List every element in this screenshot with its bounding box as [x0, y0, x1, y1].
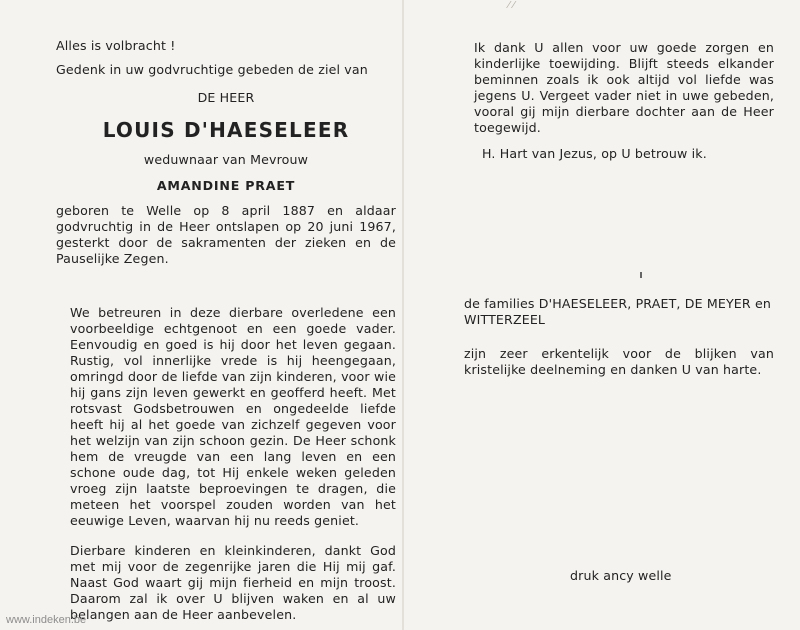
card-fold [402, 0, 404, 630]
farewell-text: Dierbare kinderen en kleinkinderen, dankt God met mij voor de zegenrijke jaren die Hij mij gaf. Naast God waart gij mijn fierheid en mijn troost. Daarom zal ik over U blijven waken en al uw belangen aan de Heer aanbevelen. [70, 543, 396, 622]
honorific: DE HEER [197, 90, 255, 105]
left-page [56, 38, 396, 623]
printer-credit: druk ancy welle [570, 568, 672, 583]
biography: geboren te Welle op 8 april 1887 en aldaar godvruchtig in de Heer ontslapen op 20 juni 1967, gesterkt door de sakramenten der zieken en de Pauselijke Zegen. [56, 203, 396, 266]
pencil-mark-icon: ⁄ ⁄ [508, 0, 515, 11]
prayer-line: H. Hart van Jezus, op U betrouw ik. [482, 146, 707, 161]
wife-name: AMANDINE PRAET [156, 178, 296, 193]
families-text: de families D'HAESELEER, PRAET, DE MEYER en WITTERZEEL [464, 296, 771, 327]
thanks-text: Ik dank U allen voor uw goede zorgen en kinderlijke toewijding. Blijft steeds elkander beminnen zoals ik ook altijd vol liefde was jegens U. Vergeet vader niet in uwe gebeden, vooral gij mijn dierbare dochter aan de Heer toegewijd. [474, 40, 774, 135]
widower-line: weduwnaar van Mevrouw [143, 152, 309, 167]
gratitude-text: zijn zeer erkentelijk voor de blijken van kristelijke deelneming en danken U van harte. [464, 346, 774, 377]
watermark: www.indeken.be [6, 614, 87, 626]
ink-mark [640, 272, 642, 278]
right-page [474, 40, 774, 162]
opening-line: Alles is volbracht ! [56, 38, 176, 53]
deceased-name: LOUIS D'HAESELEER [102, 118, 350, 142]
intro-line: Gedenk in uw godvruchtige gebeden de ziel van [56, 62, 368, 77]
eulogy-text: We betreuren in deze dierbare overledene een voorbeeldige echtgenoot en een goede vader. Eenvoudig en goed is hij door het leven gegaan. Rustig, vol innerlijke vrede is hij heengegaan, omringd door de liefde van zijn kinderen, voor wie hij gans zijn leven gewerkt en geofferd heeft. Met rotsvast Godsbetrouwen en ongedeelde liefde heeft hij al het goede van zichzelf gegeven voor het welzijn van zijn schoon gezin. De Heer schonk hem de vreugde van een lang leven en een schone oude dag, tot Hij enkele weken geleden vroeg zijn laatste beproevingen te dragen, die meteen het voorspel zouden worden van het eeuwige Leven, waarvan hij nu reeds geniet. [70, 305, 396, 528]
families-block [464, 296, 774, 378]
